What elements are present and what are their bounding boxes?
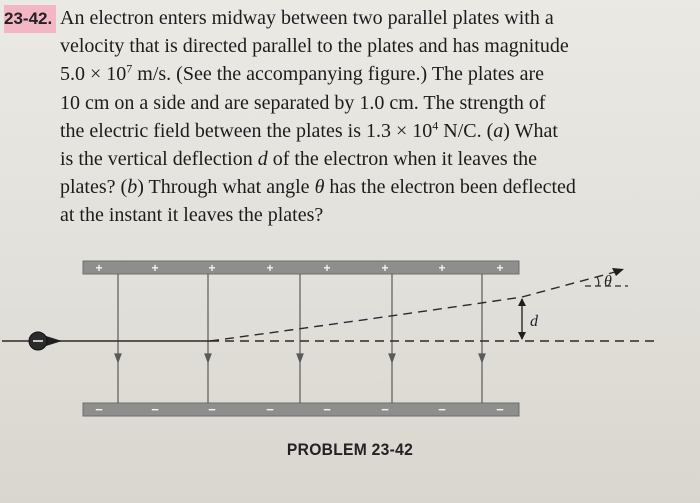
- electron: [29, 332, 62, 350]
- minus-sign: −: [323, 402, 331, 417]
- field-arrow: [297, 354, 303, 362]
- figure-caption: PROBLEM 23-42: [286, 440, 414, 459]
- bottom-plate: [83, 403, 519, 416]
- problem-line-6: is the vertical deflection d of the electron when it leaves the: [60, 147, 538, 170]
- minus-sign: −: [266, 402, 274, 417]
- plus-sign: +: [208, 261, 216, 275]
- plus-sign: +: [496, 261, 504, 275]
- minus-sign: −: [496, 402, 504, 417]
- problem-line-5: the electric field between the plates is $1.3 \times 10^4$ N/C. (a) What: [60, 118, 558, 142]
- plus-sign: +: [151, 261, 159, 275]
- field-arrow: [479, 354, 485, 362]
- plus-sign: +: [266, 261, 274, 275]
- field-arrow: [389, 354, 395, 362]
- angle-arc: [597, 277, 599, 286]
- electron-trajectory: [210, 297, 522, 341]
- plus-sign: +: [323, 261, 331, 275]
- problem-line-8: at the instant it leaves the plates?: [60, 204, 324, 227]
- exit-direction-line: [522, 272, 615, 297]
- problem-line-2: velocity that is directed parallel to the plates and has magnitude: [60, 35, 569, 58]
- field-lines: [115, 274, 485, 403]
- plus-sign: +: [95, 261, 103, 275]
- plus-sign: +: [438, 261, 446, 275]
- deflection-arrow-top: [518, 298, 526, 306]
- minus-sign: −: [208, 402, 216, 417]
- angle-label: θ: [604, 273, 612, 290]
- field-arrow: [115, 354, 121, 362]
- deflection-arrow-bottom: [518, 332, 526, 340]
- plus-sign: +: [381, 261, 389, 275]
- field-arrow: [205, 354, 211, 362]
- problem-number: 23-42.: [4, 5, 56, 33]
- minus-sign: −: [381, 402, 389, 417]
- minus-sign: −: [151, 402, 159, 417]
- top-plate: [83, 261, 519, 274]
- minus-sign: −: [438, 402, 446, 417]
- problem-line-1: 23-42. An electron enters midway between two parallel plates with a: [4, 4, 694, 32]
- problem-statement: [4, 4, 694, 230]
- parallel-plates-figure: [0, 250, 700, 435]
- problem-line-7: plates? (b) Through what angle θ has the electron been deflected: [60, 176, 576, 199]
- problem-line-4: 10 cm on a side and are separated by 1.0 cm. The strength of: [60, 91, 546, 114]
- minus-sign: −: [95, 402, 103, 417]
- problem-line-3: $5.0 \times 10^7$ m/s. (See the accompanying figure.) The plates are: [60, 61, 544, 86]
- deflection-label: d: [530, 313, 538, 330]
